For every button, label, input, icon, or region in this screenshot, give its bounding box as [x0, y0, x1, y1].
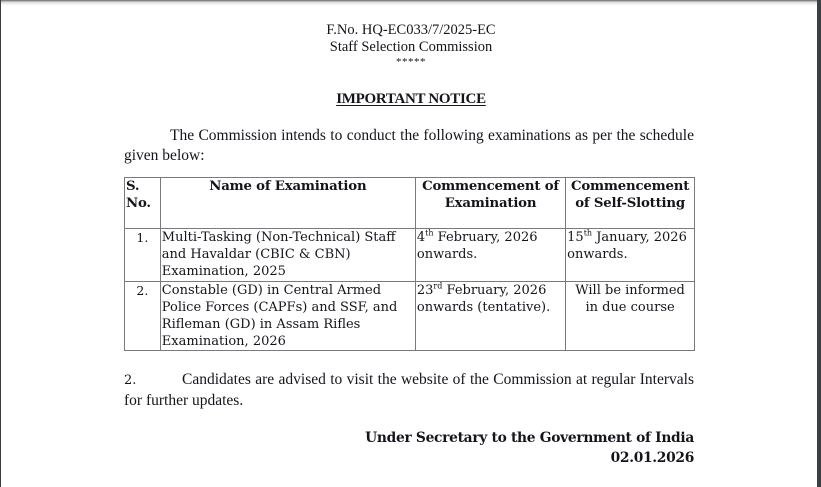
organization-name: Staff Selection Commission: [329, 39, 493, 55]
document-page: [1, 0, 817, 487]
table-row: [125, 282, 695, 351]
date-suffix: th: [425, 228, 434, 238]
date-suffix: th: [583, 228, 593, 238]
signatory-designation: Under Secretary to the Government of India: [365, 430, 694, 446]
row-exam-name: Constable (GD) in Central Armed Police Forces (CAPFs) and SSF, and Rifleman (GD) in Assam Rifles Examination, 2026: [160, 282, 415, 351]
file-number: F.No. HQ-EC033/7/2025-EC: [326, 22, 496, 38]
header-exam-commencement: Commencement of Examination: [415, 178, 565, 229]
paragraph-number: 2.: [124, 373, 137, 388]
row-sno: 2.: [125, 282, 161, 351]
paragraph-text: Candidates are advised to visit the website of the Commission at regular Intervals for further updates.: [124, 371, 694, 409]
signature-block: [301, 428, 694, 468]
viewer-scrollbar-track[interactable]: [817, 0, 821, 487]
date-rest: February, 2026 onwards (tentative).: [416, 283, 551, 315]
row-self-slotting: Will be informed in due course: [566, 282, 695, 351]
intro-paragraph: [124, 126, 694, 166]
row-sno: 1.: [125, 229, 161, 282]
notice-title: IMPORTANT NOTICE: [336, 91, 486, 107]
table-row: [125, 229, 695, 282]
notice-date: 02.01.2026: [610, 450, 694, 466]
row-exam-commencement: [415, 282, 565, 351]
header-sno: S. No.: [125, 178, 161, 229]
exam-schedule-table: [124, 177, 695, 351]
intro-text: The Commission intends to conduct the following examinations as per the schedule given below:: [124, 127, 694, 164]
row-exam-commencement: [415, 229, 565, 282]
table-header-row: [125, 178, 695, 229]
date-day: 4: [416, 230, 426, 245]
document-header: [1, 22, 821, 68]
date-suffix: rd: [433, 281, 443, 291]
date-day: 15: [567, 230, 584, 245]
separator: *****: [396, 56, 426, 68]
date-rest: February, 2026 onwards.: [416, 230, 538, 262]
paragraph-2: [124, 370, 694, 411]
row-exam-name: Multi-Tasking (Non-Technical) Staff and Havaldar (CBIC & CBN) Examination, 2025: [160, 229, 415, 282]
header-self-slotting: Commencement of Self-Slotting: [566, 178, 695, 229]
date-rest: January, 2026 onwards.: [567, 230, 687, 262]
row-self-slotting: [566, 229, 695, 282]
header-exam-name: Name of Examination: [160, 178, 415, 229]
date-day: 23: [416, 283, 434, 298]
